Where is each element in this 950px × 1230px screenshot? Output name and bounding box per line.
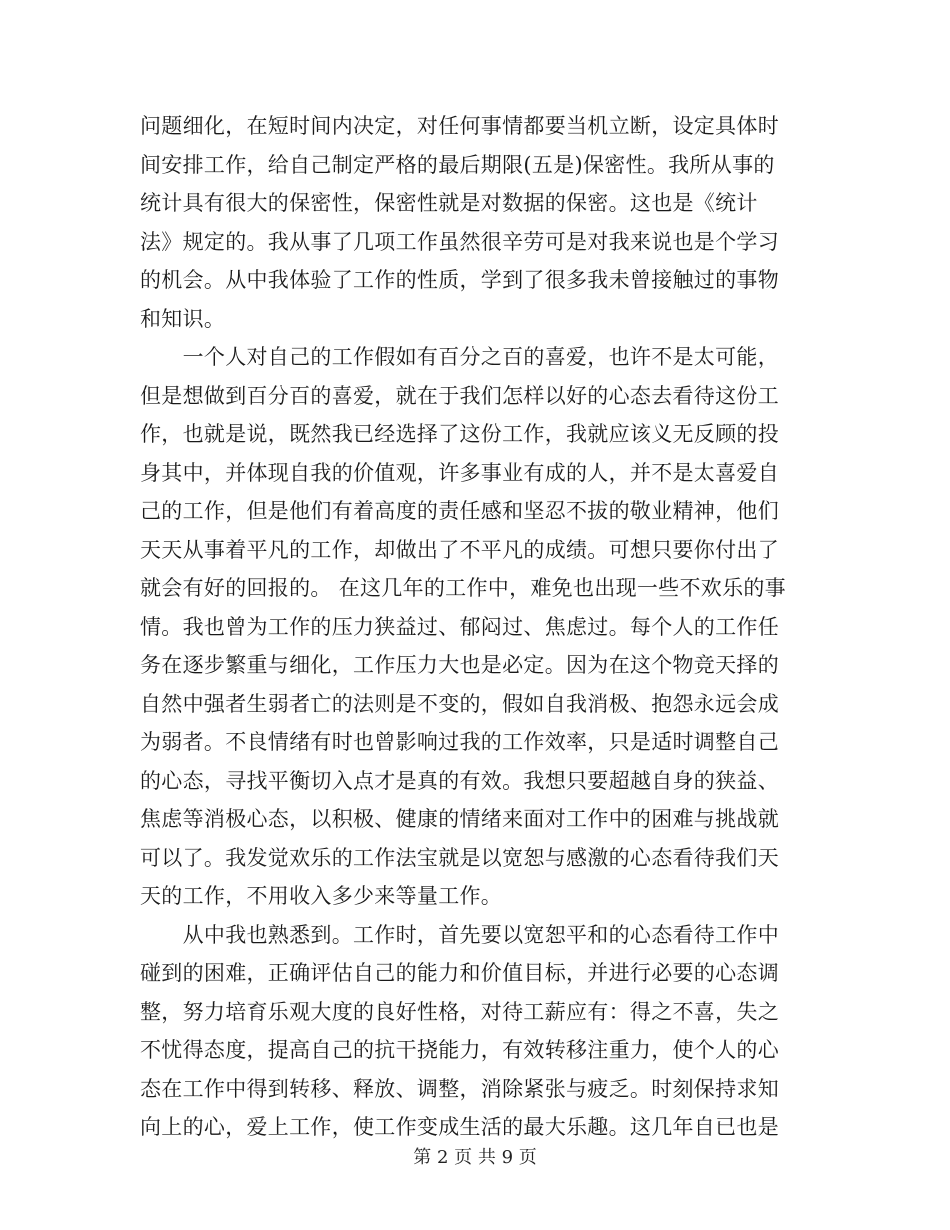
text-line: 向上的心，爱上工作，使工作变成生活的最大乐趣。这几年自已也是 — [140, 1115, 779, 1139]
text-line: 可以了。我发觉欢乐的工作法宝就是以宽恕与感激的心态看待我们天 — [140, 845, 779, 870]
text-line: 法》规定的。我从事了几项工作虽然很辛劳可是对我来说也是个学习 — [140, 229, 779, 254]
text-line: 问题细化，在短时间内决定，对任何事情都要当机立断，设定具体时 — [140, 114, 779, 138]
text-line: 的心态，寻找平衡切入点才是真的有效。我想只要超越自身的狭益、 — [140, 768, 779, 793]
text-line: 不忧得态度，提高自己的抗干挠能力，有效转移注重力，使个人的心 — [140, 1038, 779, 1062]
page-total: 9 — [501, 1147, 514, 1168]
text-line: 天天从事着平凡的工作，却做出了不平凡的成绩。可想只要你付出了 — [140, 537, 779, 562]
text-line: 就会有好的回报的。 在这几年的工作中，难免也出现一些不欢乐的事 — [140, 576, 786, 600]
text-line: 从中我也熟悉到。工作时，首先要以宽恕平和的心态看待工作中 — [140, 922, 779, 947]
text-line: 自然中强者生弱者亡的法则是不变的，假如自我消极、抱怨永远会成 — [140, 691, 779, 716]
footer-prefix: 第 — [413, 1147, 432, 1168]
footer-suffix: 页 — [518, 1147, 537, 1168]
text-line: 情。我也曾为工作的压力狭益过、郁闷过、焦虑过。每个人的工作任 — [140, 614, 779, 639]
text-line: 但是想做到百分百的喜爱，就在于我们怎样以好的心态去看待这份工 — [140, 383, 779, 408]
page-footer — [0, 1146, 950, 1170]
body-text — [140, 107, 800, 1147]
text-line: 焦虑等消极心态，以积极、健康的情绪来面对工作中的困难与挑战就 — [140, 807, 779, 831]
text-line: 务在逐步繁重与细化，工作压力大也是必定。因为在这个物竞天择的 — [140, 653, 779, 677]
text-line: 间安排工作，给自己制定严格的最后期限(五是)保密性。我所从事的 — [140, 152, 775, 177]
page-number: 2 — [436, 1147, 449, 1168]
text-line: 统计具有很大的保密性，保密性就是对数据的保密。这也是《统计 — [140, 191, 758, 215]
footer-middle: 页 共 — [454, 1147, 496, 1168]
text-line: 身其中，并体现自我的价值观，许多事业有成的人，并不是太喜爱自 — [140, 460, 779, 485]
text-line: 整，努力培育乐观大度的良好性格，对待工薪应有：得之不喜，失之 — [140, 999, 779, 1024]
text-line: 一个人对自己的工作假如有百分之百的喜爱，也许不是太可能， — [140, 345, 779, 369]
text-line: 和知识。 — [140, 306, 226, 331]
text-line: 态在工作中得到转移、释放、调整，消除紧张与疲乏。时刻保持求知 — [140, 1076, 779, 1101]
text-line: 为弱者。不良情绪有时也曾影响过我的工作效率，只是适时调整自己 — [140, 730, 779, 754]
text-line: 己的工作，但是他们有着高度的责任感和坚忍不拔的敬业精神，他们 — [140, 499, 779, 523]
text-line: 天的工作，不用收入多少来等量工作。 — [140, 884, 503, 908]
text-line: 的机会。从中我体验了工作的性质，学到了很多我未曾接触过的事物 — [140, 268, 779, 292]
text-line: 作，也就是说，既然我已经选择了这份工作，我就应该义无反顾的投 — [140, 422, 779, 446]
text-line: 碰到的困难，正确评估自己的能力和价值目标，并进行必要的心态调 — [140, 961, 779, 985]
